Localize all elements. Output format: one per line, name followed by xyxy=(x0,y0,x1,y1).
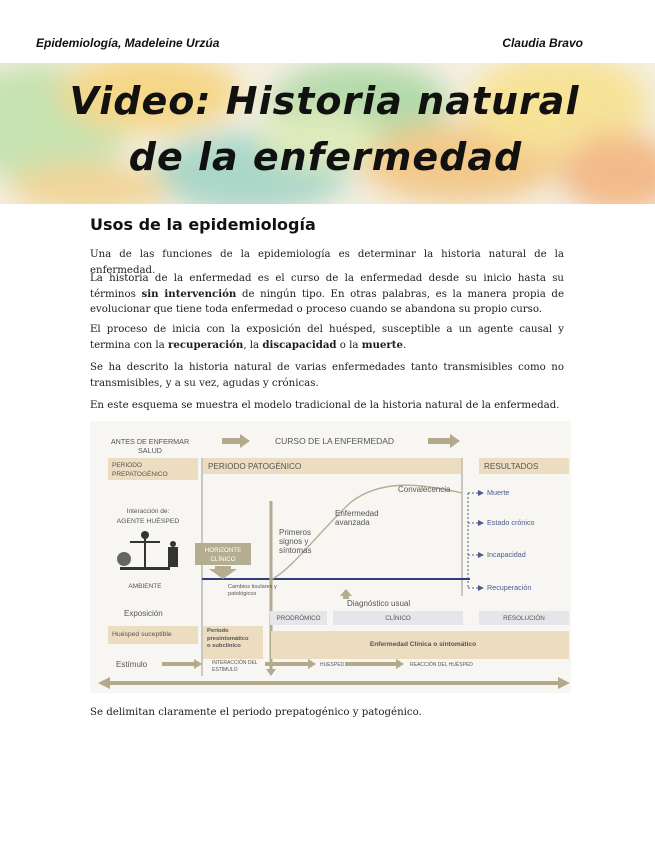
diagram-interaccion-estimulo: INTERACCIÓN DEL ESTÍMULO xyxy=(212,660,258,673)
banner-title-line-2: de la enfermedad xyxy=(128,135,523,179)
diagram-prepatogenico: PERIODO PREPATOGÉNICO xyxy=(112,462,168,478)
header-left-text: Epidemiología, Madeleine Urzúa xyxy=(36,36,220,50)
diagram-resolucion: RESOLUCIÓN xyxy=(503,615,545,622)
diagram-agente-huesped: AGENTE HUÉSPED xyxy=(116,518,180,525)
outcome-estado-cronico: Estado crónico xyxy=(487,518,535,527)
header-right-text: Claudia Bravo xyxy=(502,36,583,50)
diagram-convalecencia: Convalecencia xyxy=(398,485,451,494)
diagram-primeros: Primeros signos y síntomas xyxy=(279,528,312,555)
paragraph-3: El proceso de inicia con la exposición del huésped, susceptible a un agente causal y termina con la recuperación, la discapacidad o la muerte. xyxy=(90,324,564,351)
diagram-prodromico: PRODRÓMICO xyxy=(276,615,321,622)
paragraph-6: Se delimitan claramente el periodo prepatogénico y patogénico. xyxy=(90,707,422,718)
diagram-enfermedad-avanzada: Enfermedad avanzada xyxy=(335,509,379,527)
diagram-resultados: RESULTADOS xyxy=(484,462,539,471)
diagram-cambios: Cambios tisulares y patológicos xyxy=(228,584,277,597)
outcome-recuperacion: Recuperación xyxy=(487,583,532,592)
diagram-reaccion: REACCIÓN DEL HUÉSPED xyxy=(410,662,473,668)
arrow-curso-left-icon xyxy=(222,434,250,448)
diagram-patogenico: PERIODO PATOGÉNICO xyxy=(208,462,302,471)
diagram-huesped: HUESPED xyxy=(320,662,345,668)
diagram-huesped-susceptible: Huésped suceptible xyxy=(112,631,172,638)
title-banner xyxy=(0,63,655,204)
arrow-curso-right-icon xyxy=(428,434,460,448)
diagram-antes: ANTES DE ENFERMAR SALUD xyxy=(110,437,190,455)
paragraph-1: Una de las funciones de la epidemiología es determinar la historia natural de la enfermedad. xyxy=(90,249,564,276)
diagram-interaccion: Interacción de: xyxy=(126,508,170,515)
diagram-enfermedad-clinica: Enfermedad Clínica o sintomático xyxy=(369,641,477,648)
diagram-clinico: CLÍNICO xyxy=(385,615,411,622)
paragraph-4: Se ha descrito la historia natural de varias enfermedades tanto transmisibles como no transmisibles, y a su vez, agudas y crónicas. xyxy=(90,362,564,389)
paragraph-2: La historia de la enfermedad es el curso de la enfermedad desde su inicio hasta su términos sin intervención de ningún tipo. En otras palabras, es la manera propia de evolucionar que tiene toda enfermedad o proceso cuando se abandona su propio curso. xyxy=(90,273,564,315)
banner-title-line-1: Video: Historia natural xyxy=(69,79,580,123)
paragraph-5: En este esquema se muestra el modelo tradicional de la historia natural de la enfermedad. xyxy=(90,400,560,411)
diagram-ambiente: AMBIENTE xyxy=(128,583,162,590)
outcome-incapacidad: Incapacidad xyxy=(487,550,526,559)
natural-history-diagram xyxy=(90,421,571,693)
diagram-estimulo: Estímulo xyxy=(116,660,148,669)
diagram-periodo-presintomatico: Período presintomático o subclínico xyxy=(207,628,249,649)
outcome-muerte: Muerte xyxy=(487,488,510,497)
diagram-diagnostico: Diagnóstico usual xyxy=(347,599,411,608)
diagram-curso: CURSO DE LA ENFERMEDAD xyxy=(275,436,395,446)
section-title: Usos de la epidemiología xyxy=(90,215,316,234)
diagram-horizonte: HORIZONTE CLÍNICO xyxy=(204,547,242,563)
diagram-exposicion: Exposición xyxy=(124,609,163,618)
